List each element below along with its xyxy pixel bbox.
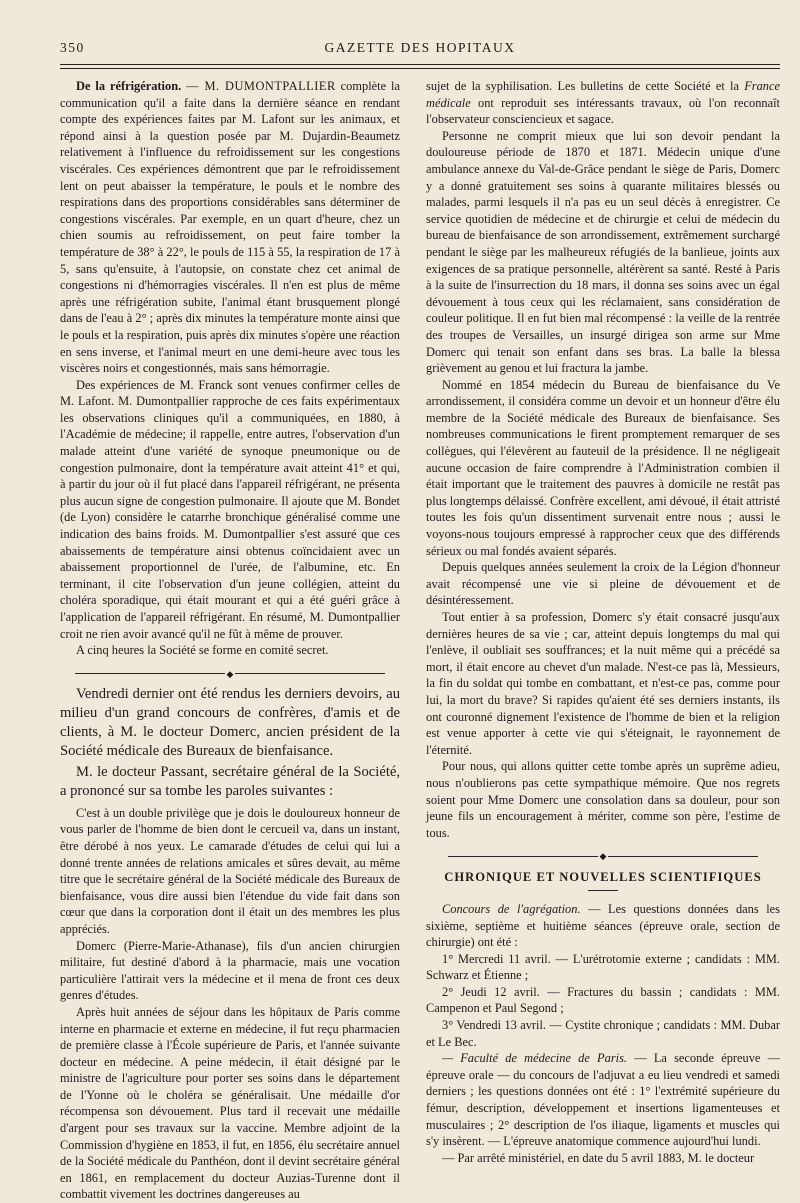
paragraph-concours: Concours de l'agrégation. — Les questions données dans les sixième, septième et huitième séances (épreuve orale, section de chirurgie) ont été : xyxy=(426,901,780,950)
section-title: CHRONIQUE ET NOUVELLES SCIENTIFIQUES xyxy=(444,870,762,885)
article-heading: De la réfrigération. xyxy=(76,79,182,93)
ornament-divider-right: ◆ xyxy=(426,847,780,859)
ornament-divider: ◆ xyxy=(60,665,400,677)
paragraph-speech-3: Après huit années de séjour dans les hôpitaux de Paris comme interne en pharmacie et externe en médecine, il fut reçu pharmacien de première classe à l'École supérieure de Paris, et l'année suivante docteur en médecine. A peine médecin, il était désigné par le ministre de l'agriculture pour porter ses soins dans le département de l'Yonne où le choléra se généralisait. Une médaille d'or récompensa son dévouement. Plus tard il recevait une médaille d'argent pour ses travaux sur la vaccine. Membre adjoint de la Commission d'hygiène en 1853, il fut, en 1856, élu secrétaire annuel de la Société médicale du Panthéon, dont il devint secrétaire général en 1861, en remplacement du docteur Auzias-Turenne dont il combattit vivement les doctrines dangereuses au xyxy=(60,1004,400,1202)
paragraph-speech-1: C'est à un double privilège que je dois le douloureux honneur de vous parler de l'homme de bien dont le cercueil va, dans un instant, être dérobé à nos yeux. Le camarade d'études de celui qui lui a donné trente années de relations amicales et sûres devait, au même titre que le secrétaire général de la Société médicale des Bureaux de bienfaisance, vous dire aussi bien l'étendue du vide fait dans son cœur que dans la corporation dont il était un des membres les plus appréciés. xyxy=(60,805,400,936)
journal-name: France médicale xyxy=(426,79,780,110)
paragraph-siege: Personne ne comprit mieux que lui son devoir pendant la douloureuse période de 1870 et 1871. Médecin unique d'une ambulance annexe du Val-de-Grâce pendant le siège de Paris, Domerc y a donné gratuitement ses soins à quarante militaires blessés ou malades, parmi lesquels il n'a pas eu un seul décès à enregistrer. Ce service quotidien de médecine et de chirurgie et celui de médecin du bureau de bienfaisance de son arrondissement, extrêmement surchargé pendant le siège par les malheureux réfugiés de la banlieue, joints aux exigences de sa pratique personnelle, altérèrent sa santé. Resté à Paris à la suite de l'insurrection du 18 mars, il donna ses soins avec un égal dévouement à tous ceux qui les réclamaient, sans considération de couleur politique. Il en fut bien mal récompensé : la veille de la rentrée des troupes de Versailles, un insurgé dirigea son arme sur Mme Domerc qui tenait son enfant dans ses bras. La balle la blessa grièvement au genou et lui fractura la jambe. xyxy=(426,128,780,376)
journal-title: GAZETTE DES HOPITAUX xyxy=(324,40,516,55)
left-column xyxy=(60,78,400,1203)
paragraph-profession: Tout entier à sa profession, Domerc s'y était consacré jusqu'aux dernières heures de sa vie ; car, atteint depuis longtemps du mal qui l'enlève, il oubliait ses souffrances; et la nuit même qui a précédé sa mort, il était encore au chevet d'un malade. N'est-ce pas là, Messieurs, la fin du soldat qui tombe en combattant, et n'est-ce pas, comme pour lui, la mort du brave? Si rapides qu'aient été ses derniers instants, ils ont couronné dignement l'existence de l'homme de bien et la religion est venue apporter à cette vie qui s'éteignait, le rayonnement de l'éternité. xyxy=(426,610,780,757)
paragraph-refrigeration xyxy=(60,78,400,377)
short-rule xyxy=(588,890,618,891)
chronique-list xyxy=(426,901,780,1167)
paragraph-legion: Depuis quelques années seulement la croix de la Légion d'honneur avait récompensé une vie si pleine de dévouement et de désintéressement. xyxy=(426,560,780,608)
right-column xyxy=(426,78,780,1166)
header-rule xyxy=(60,64,780,65)
paragraph-passant: M. le docteur Passant, secrétaire général de la Société, a prononcé sur sa tombe les paroles suivantes : xyxy=(60,763,400,799)
paragraph-obituary-intro: Vendredi dernier ont été rendus les derniers devoirs, au milieu d'un grand concours de confrères, d'amis et de clients, à M. le docteur Domerc, ancien président de la Société médicale des Bureaux de bienfaisance. xyxy=(60,685,400,759)
paragraph-bureau: Nommé en 1854 médecin du Bureau de bienfaisance du Ve arrondissement, il considéra comme un devoir et un honneur d'être élu membre de la Société médicale des Bureaux de bienfaisance. Ses nombreuses communications le firent promptement remarquer de ses collègues, qui l'élevèrent au fauteuil de la présidence. Il ne négligeait aucune occasion de faire comprendre à l'Administration combien il était important que le traitement des pauvres à domicile ne restât pas plus longtemps délaissé. Confrère excellent, ami dévoué, il était attristé toutes les fois qu'un dissentiment survenait entre nous ; aussi le voyons-nous toujours empressé à rapprocher ceux que des différends sérieux ou mal fondés avaient séparés. xyxy=(426,377,780,558)
paragraph-arrete: — Par arrêté ministériel, en date du 5 avril 1883, M. le docteur xyxy=(442,1150,755,1165)
list-item: 2° Jeudi 12 avril. — Fractures du bassin ; candidats : MM. Campenon et Paul Segond ; xyxy=(426,984,780,1016)
paragraph-speech-2: Domerc (Pierre-Marie-Athanase), fils d'un ancien chirurgien militaire, fut destiné d'abord à la pharmacie, mais une vocation particulière l'attirait vers la médecine et il mena de front ces deux genres d'études. xyxy=(60,938,400,1003)
page-number: 350 xyxy=(60,40,85,55)
paragraph-syphilisation: sujet de la syphilisation. Les bulletins de cette Société et la France médicale ont reproduit ses intéressants travaux, où l'on reconnaît l'observateur consciencieux et sagace. xyxy=(426,79,780,127)
paragraph-adieu: Pour nous, qui allons quitter cette tombe après un suprême adieu, nous n'oublierons pas cette sympathique mémoire. Que nos regrets soient pour Mme Domerc une consolation dans sa douleur, pour son jeune fils un encouragement à mériter, comme son père, l'estime de tous. xyxy=(426,759,780,840)
list-item: 1° Mercredi 11 avril. — L'urétrotomie externe ; candidats : MM. Schwarz et Étienne ; xyxy=(426,951,780,983)
header-rule-thin xyxy=(60,68,780,69)
paragraph-faculte: — Faculté de médecine de Paris. — La seconde épreuve — épreuve orale — du concours de l'adjuvat a eu lieu vendredi et samedi derniers ; les questions données ont été : 1° l'extrémité supérieure du fémur, description, développement et insertions ligamenteuses et musculaires ; 2° description de l'os iliaque, ligaments et muscles qui s'y insèrent. — L'épreuve anatomique commence aujourd'hui lundi. xyxy=(426,1051,781,1149)
paragraph-text: complète la communication qu'il a faite dans la dernière séance en rendant compte des expériences faites par M. Lafont sur les animaux, et répond ainsi à la question posée par M. Dujardin-Beaumetz relativement à l'influence du refroidissement sur les congestions viscérales. Ces expériences démontrent que par le refroidissement lent on peut abaisser la température, le pouls et le nombre des respirations dans des proportions considérables sans déterminer de congestions viscérales. Par exemple, en un quart d'heure, chez un chien soumis au refroidissement, on peut faire tomber la température de 38° à 22°, le pouls de 115 à 55, la respiration de 17 à 5, sans qu'ensuite, à l'autopsie, on constate chez cet animal de congestions ni d'hémorragies viscérales. Il n'en est plus de même après une réfrigération subite, l'animal étant brusquement plongé dans de l'eau à 2° ; après dix minutes la température monte ainsi que le pouls et la respiration, puis après dix minutes s'opère une réaction en sens inverse, et l'animal meurt en une demi-heure avec tous les viscères noirs et congestionnés, mais sans hémorragie. xyxy=(60,79,400,376)
list-item: 3° Vendredi 13 avril. — Cystite chronique ; candidats : MM. Dubar et Le Bec. xyxy=(426,1018,780,1049)
paragraph-comite: A cinq heures la Société se forme en comité secret. xyxy=(76,643,329,658)
paragraph-franck: Des expériences de M. Franck sont venues confirmer celles de M. Lafont. M. Dumontpallier rapproche de ces faits expérimentaux les observations cliniques qu'il a communiquées, en 1880, à l'Académie de médecine; il rappelle, entre autres, l'observation d'un malade atteint d'une variété de synoque pneumonique ou de congestion pulmonaire, dont la température avait atteint 41° et qui, à partir du jour où il fut placé dans l'appareil réfrigérant, ne présenta plus aucun signe de congestion pulmonaire. Il ajoute que M. Bondet (de Lyon) considère le catarrhe bronchique généralisé comme une indication des bains froids. M. Dumontpallier s'est assuré que ces abaissements de température ainsi obtenus coïncidaient avec un abaissement proportionnel de l'urée, de l'albumine, etc. En terminant, il cite l'observation d'un jeune collégien, atteint du choléra sporadique, qui était mourant et qui a été guéri grâce à l'application de l'appareil réfrigérant. En résumé, M. Dumontpallier croit ne rien avoir avancé qu'il ne fût à même de prouver. xyxy=(60,377,400,641)
running-head xyxy=(60,38,780,60)
author-name: — M. DUMONTPALLIER xyxy=(186,79,336,93)
